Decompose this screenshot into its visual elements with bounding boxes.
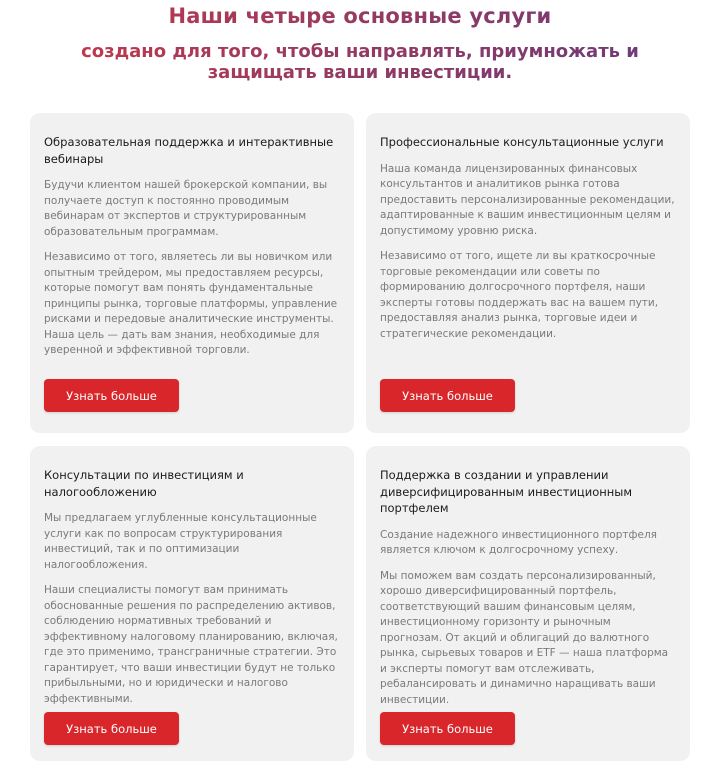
card-title: Образовательная поддержка и интерактивные вебинары bbox=[44, 135, 334, 166]
card-paragraph: Наши специалисты помогут вам принимать обоснованные решения по распределению активов, соблюдению нормативных требований и эффективному налоговому планированию, включая, где это применимо, трансграничные стратегии. Это гарантирует, что ваши инвестиции будут не только прибыльными, но и юридически и налогово эффективными. bbox=[44, 584, 338, 705]
card-title: Консультации по инвестициям и налогообложению bbox=[44, 468, 244, 499]
card-paragraph: Мы предлагаем углубленные консультационные услуги как по вопросам структурирования инвестиций, так и по оптимизации налогообложения. bbox=[44, 512, 317, 571]
service-card-portfolio bbox=[366, 446, 690, 761]
card-paragraph: Независимо от того, являетесь ли вы новичком или опытным трейдером, мы предоставляем ресурсы, которые помогут вам понять фундаментальные принципы рынка, торговые платформы, управление рисками и передовые аналитические инструменты. Наша цель — дать вам знания, необходимые для уверенной и эффективной торговли. bbox=[44, 251, 338, 356]
card-paragraph: Будучи клиентом нашей брокерской компании, вы получаете доступ к постоянно проводимым вебинарам от экспертов и структурированным образовательным программам. bbox=[44, 179, 328, 238]
page-title: Наши четыре основные услуги bbox=[0, 4, 720, 28]
learn-more-button[interactable]: Узнать больше bbox=[44, 712, 179, 745]
learn-more-button[interactable]: Узнать больше bbox=[380, 712, 515, 745]
card-paragraph: Независимо от того, ищете ли вы краткосрочные торговые рекомендации или советы по формированию долгосрочного портфеля, наши эксперты готовы поддержать вас на вашем пути, предоставляя анализ рынка, торговые идеи и стратегические рекомендации. bbox=[380, 250, 659, 340]
card-title: Поддержка в создании и управлении диверсифицированным инвестиционным портфелем bbox=[380, 468, 633, 515]
learn-more-button[interactable]: Узнать больше bbox=[44, 379, 179, 412]
card-paragraph: Создание надежного инвестиционного портфеля является ключом к долгосрочному успеху. bbox=[380, 528, 657, 556]
card-title: Профессиональные консультационные услуги bbox=[380, 135, 664, 149]
service-card-consulting bbox=[366, 113, 690, 433]
card-paragraph: Наша команда лицензированных финансовых консультантов и аналитиков рынка готова предоставить персонализированные рекомендации, адаптированные к вашим инвестиционным целям и допустимому уровню риска. bbox=[380, 162, 675, 237]
service-card-education bbox=[30, 113, 354, 433]
learn-more-button[interactable]: Узнать больше bbox=[380, 379, 515, 412]
service-card-tax bbox=[30, 446, 354, 761]
card-paragraph: Мы поможем вам создать персонализированный, хорошо диверсифицированный портфель, соответствующий вашим финансовым целям, инвестиционному горизонту и рыночным прогнозам. От акций и облигаций до валютного рынка, сырьевых товаров и ETF — наша платформа и эксперты помогут вам отслеживать, ребалансировать и динамично наращивать ваши инвестиции. bbox=[380, 569, 669, 706]
page-subtitle: создано для того, чтобы направлять, приумножать и защищать ваши инвестиции. bbox=[30, 41, 690, 83]
